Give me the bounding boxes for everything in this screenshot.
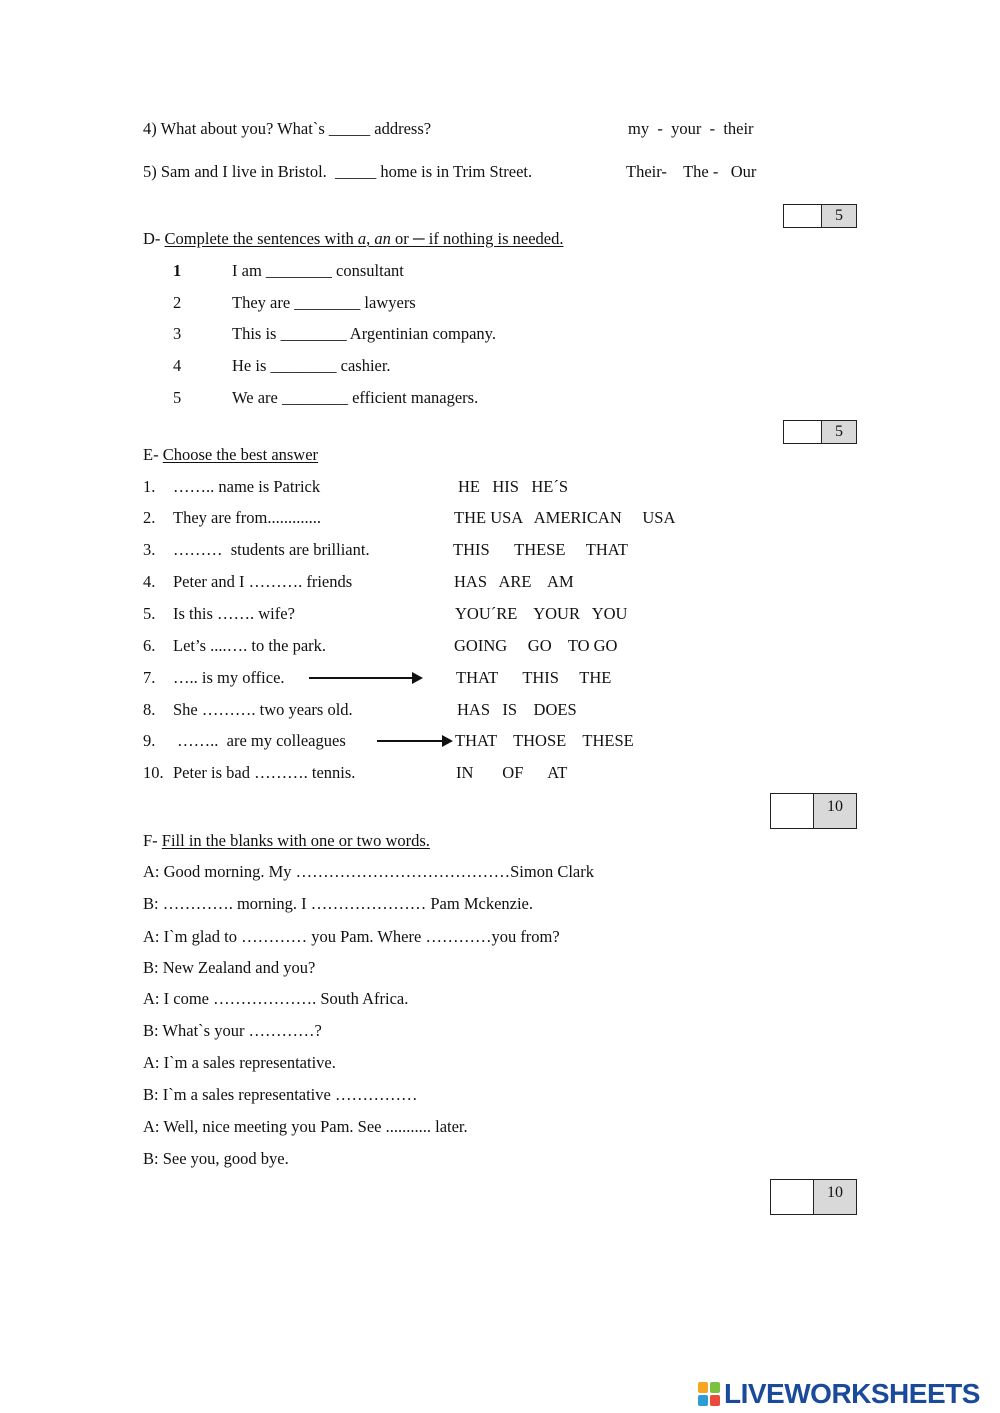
- dialogue-line-6: B: What`s your …………?: [143, 1021, 322, 1040]
- e-item-6-options: GOING GO TO GO: [454, 636, 618, 655]
- options-c5: Their- The - Our: [626, 162, 757, 181]
- question-c5: 5) Sam and I live in Bristol. _____ home is in Trim Street.: [143, 162, 533, 181]
- e-item-6-number: 6.: [143, 636, 156, 655]
- score-input-f[interactable]: [771, 1180, 814, 1214]
- e-item-1-options: HE HIS HE´S: [458, 477, 568, 496]
- e-item-10-options: IN OF AT: [456, 763, 568, 782]
- score-box-c: [783, 204, 857, 228]
- d-item-5-text: We are ________ efficient managers.: [232, 388, 479, 407]
- section-e-heading: E- Choose the best answer: [143, 445, 319, 464]
- d-item-2-text: They are ________ lawyers: [232, 293, 416, 312]
- dialogue-line-9: A: Well, nice meeting you Pam. See ........... later.: [143, 1117, 468, 1136]
- e-item-8-number: 8.: [143, 700, 156, 719]
- arrow-right-icon: [377, 740, 451, 742]
- d-item-3-number: 3: [173, 324, 182, 343]
- score-input-c[interactable]: [784, 205, 822, 227]
- score-points-f: 10: [814, 1180, 856, 1214]
- e-item-1-number: 1.: [143, 477, 156, 496]
- d-item-1-text: I am ________ consultant: [232, 261, 404, 280]
- e-item-4-options: HAS ARE AM: [454, 572, 574, 591]
- e-item-4-number: 4.: [143, 572, 156, 591]
- d-item-4-text: He is ________ cashier.: [232, 356, 391, 375]
- score-input-e[interactable]: [771, 794, 814, 828]
- e-item-3-number: 3.: [143, 540, 156, 559]
- e-item-7-options: THAT THIS THE: [456, 668, 612, 687]
- e-item-2-options: THE USA AMERICAN USA: [454, 508, 676, 527]
- e-item-9-number: 9.: [143, 731, 156, 750]
- d-item-4-number: 4: [173, 356, 182, 375]
- section-d-heading: D- Complete the sentences with a, an or ─ if nothing is needed.: [143, 229, 564, 248]
- e-item-4-text: Peter and I ………. friends: [173, 572, 353, 591]
- e-item-5-options: YOU´RE YOUR YOU: [455, 604, 628, 623]
- score-box-d: [783, 420, 857, 444]
- question-c4: 4) What about you? What`s _____ address?: [143, 119, 432, 138]
- logo-mark-icon: [698, 1382, 720, 1406]
- e-item-6-text: Let’s ....…. to the park.: [173, 636, 327, 655]
- score-box-f: [770, 1179, 857, 1215]
- e-item-2-text: They are from.............: [173, 508, 321, 527]
- score-points-e: 10: [814, 794, 856, 828]
- e-item-7-text: ….. is my office.: [173, 668, 285, 687]
- score-points-c: 5: [822, 205, 856, 227]
- e-item-1-text: …….. name is Patrick: [173, 477, 321, 496]
- e-item-8-text: She ………. two years old.: [173, 700, 353, 719]
- dialogue-line-5: A: I come ………………. South Africa.: [143, 989, 409, 1008]
- d-item-1-number: 1: [173, 261, 182, 280]
- d-item-3-text: This is ________ Argentinian company.: [232, 324, 496, 343]
- e-item-5-text: Is this ……. wife?: [173, 604, 295, 623]
- dialogue-line-3: A: I`m glad to ………… you Pam. Where …………you from?: [143, 927, 560, 946]
- e-item-3-text: ……… students are brilliant.: [173, 540, 370, 559]
- e-item-10-number: 10.: [143, 763, 164, 782]
- dialogue-line-10: B: See you, good bye.: [143, 1149, 289, 1168]
- e-item-5-number: 5.: [143, 604, 156, 623]
- options-c4: my - your - their: [628, 119, 754, 138]
- dialogue-line-1: A: Good morning. My …………………………………Simon Clark: [143, 862, 595, 881]
- section-f-heading: F- Fill in the blanks with one or two words.: [143, 831, 430, 850]
- e-item-7-number: 7.: [143, 668, 156, 687]
- e-item-3-options: THIS THESE THAT: [453, 540, 628, 559]
- d-item-2-number: 2: [173, 293, 182, 312]
- dialogue-line-7: A: I`m a sales representative.: [143, 1053, 336, 1072]
- score-box-e: [770, 793, 857, 829]
- score-input-d[interactable]: [784, 421, 822, 443]
- e-item-9-text: …….. are my colleagues: [173, 731, 346, 750]
- dialogue-line-2: B: …………. morning. I ………………… Pam Mckenzie.: [143, 894, 534, 913]
- score-points-d: 5: [822, 421, 856, 443]
- e-item-8-options: HAS IS DOES: [457, 700, 577, 719]
- dialogue-line-4: B: New Zealand and you?: [143, 958, 316, 977]
- e-item-2-number: 2.: [143, 508, 156, 527]
- e-item-10-text: Peter is bad ………. tennis.: [173, 763, 356, 782]
- arrow-right-icon: [309, 677, 421, 679]
- d-item-5-number: 5: [173, 388, 182, 407]
- e-item-9-options: THAT THOSE THESE: [455, 731, 634, 750]
- dialogue-line-8: B: I`m a sales representative ……………: [143, 1085, 418, 1104]
- liveworksheets-logo: LIVEWORKSHEETS: [698, 1378, 980, 1410]
